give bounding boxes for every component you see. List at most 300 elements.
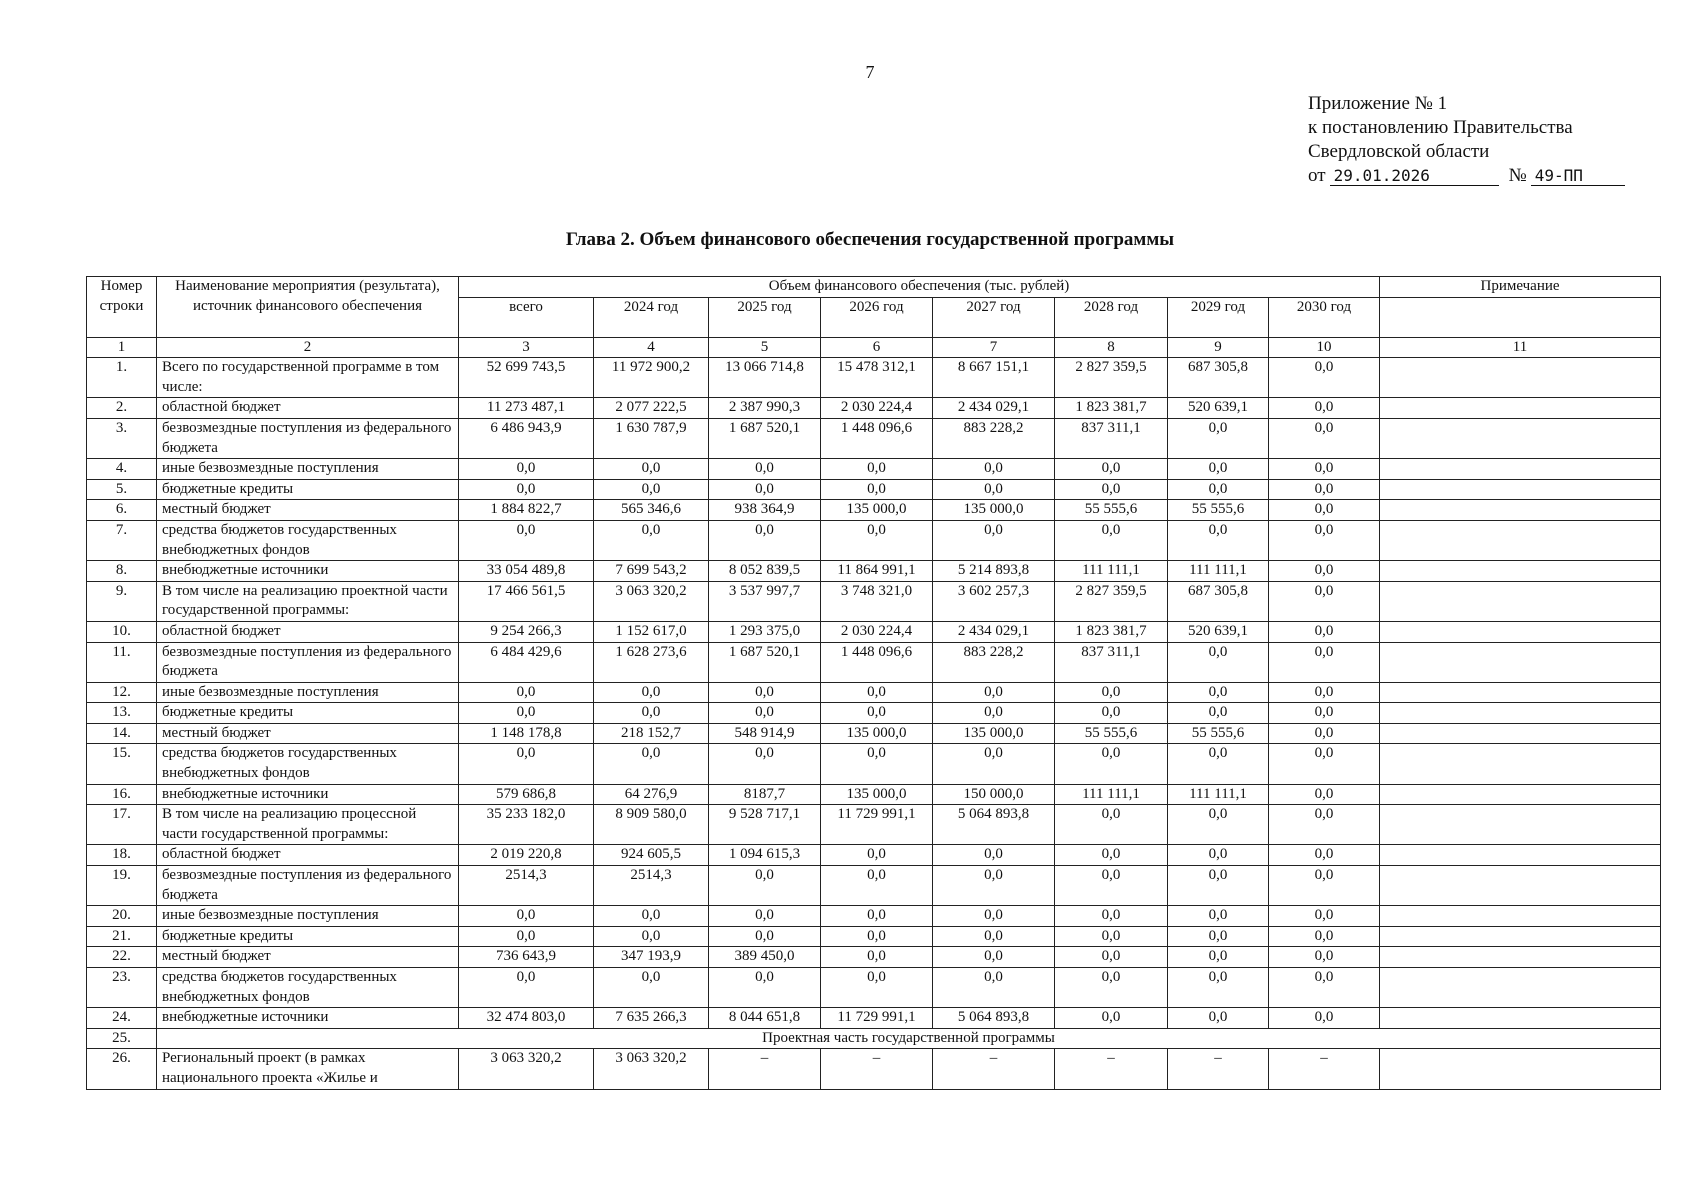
year-value-cell: 2 827 359,5 [1055, 358, 1168, 398]
year-value-cell: 0,0 [1168, 968, 1269, 1008]
row-number-cell: 8. [87, 561, 157, 582]
page-number: 7 [865, 62, 875, 82]
total-value-cell: 0,0 [459, 459, 594, 480]
total-value-cell: 1 148 178,8 [459, 723, 594, 744]
number-prefix: № [1508, 165, 1527, 186]
year-value-cell: 1 628 273,6 [594, 642, 709, 682]
year-value-cell: 0,0 [933, 682, 1055, 703]
year-value-cell: – [1168, 1049, 1269, 1089]
note-cell [1380, 642, 1661, 682]
row-name-cell: бюджетные кредиты [157, 703, 459, 724]
year-value-cell: 2 827 359,5 [1055, 581, 1168, 621]
note-cell [1380, 500, 1661, 521]
row-number-cell: 14. [87, 723, 157, 744]
year-value-cell: 0,0 [1269, 520, 1380, 560]
row-number-cell: 9. [87, 581, 157, 621]
header-volume: Объем финансового обеспечения (тыс. рублей) [459, 277, 1380, 298]
row-name-cell: областной бюджет [157, 398, 459, 419]
year-value-cell: – [1269, 1049, 1380, 1089]
total-value-cell: 33 054 489,8 [459, 561, 594, 582]
row-number-cell: 5. [87, 479, 157, 500]
column-number: 1 [87, 337, 157, 358]
table-row [87, 805, 1661, 845]
year-value-cell: 0,0 [709, 479, 821, 500]
year-value-cell: 150 000,0 [933, 784, 1055, 805]
total-value-cell: 0,0 [459, 744, 594, 784]
row-number-cell: 22. [87, 947, 157, 968]
year-value-cell: 64 276,9 [594, 784, 709, 805]
year-value-cell: 1 293 375,0 [709, 621, 821, 642]
table-row [87, 358, 1661, 398]
total-value-cell: 6 484 429,6 [459, 642, 594, 682]
year-value-cell: 0,0 [821, 682, 933, 703]
year-value-cell: 11 729 991,1 [821, 805, 933, 845]
year-value-cell: 2514,3 [594, 866, 709, 906]
note-cell [1380, 968, 1661, 1008]
year-value-cell: 0,0 [1269, 642, 1380, 682]
year-value-cell: 0,0 [594, 682, 709, 703]
note-cell [1380, 926, 1661, 947]
year-value-cell: 0,0 [594, 479, 709, 500]
year-value-cell: 218 152,7 [594, 723, 709, 744]
decree-number: 49-ПП [1531, 167, 1625, 186]
year-value-cell: 9 528 717,1 [709, 805, 821, 845]
note-cell [1380, 906, 1661, 927]
row-name-cell: внебюджетные источники [157, 561, 459, 582]
row-number-cell: 25. [87, 1028, 157, 1049]
table-row [87, 866, 1661, 906]
year-value-cell: 0,0 [1269, 682, 1380, 703]
note-cell [1380, 621, 1661, 642]
table-row [87, 500, 1661, 521]
year-value-cell: 3 063 320,2 [594, 581, 709, 621]
table-row [87, 968, 1661, 1008]
year-value-cell: 0,0 [1168, 418, 1269, 458]
year-value-cell: 0,0 [821, 520, 933, 560]
year-value-cell: 0,0 [933, 744, 1055, 784]
year-value-cell: 0,0 [709, 866, 821, 906]
row-number-cell: 10. [87, 621, 157, 642]
year-value-cell: 0,0 [1269, 703, 1380, 724]
year-value-cell: 1 687 520,1 [709, 418, 821, 458]
row-name-cell: иные безвозмездные поступления [157, 906, 459, 927]
year-value-cell: 0,0 [1269, 418, 1380, 458]
total-value-cell: 0,0 [459, 926, 594, 947]
header-note-blank [1380, 297, 1661, 337]
section-title-cell: Проектная часть государственной программы [157, 1028, 1661, 1049]
year-value-cell: 0,0 [1269, 926, 1380, 947]
row-name-cell: В том числе на реализацию проектной части государственной программы: [157, 581, 459, 621]
year-value-cell: – [821, 1049, 933, 1089]
note-cell [1380, 682, 1661, 703]
year-value-cell: 2 030 224,4 [821, 398, 933, 419]
year-value-cell: 0,0 [1055, 845, 1168, 866]
section-row [87, 1028, 1661, 1049]
year-value-cell: 0,0 [821, 968, 933, 1008]
column-number: 4 [594, 337, 709, 358]
total-value-cell: 6 486 943,9 [459, 418, 594, 458]
row-name-cell: местный бюджет [157, 947, 459, 968]
table-row [87, 398, 1661, 419]
year-value-cell: 111 111,1 [1055, 561, 1168, 582]
year-value-cell: 0,0 [1269, 723, 1380, 744]
row-name-cell: бюджетные кредиты [157, 479, 459, 500]
year-value-cell: 0,0 [933, 703, 1055, 724]
year-value-cell: 347 193,9 [594, 947, 709, 968]
year-value-cell: 1 448 096,6 [821, 418, 933, 458]
total-value-cell: 9 254 266,3 [459, 621, 594, 642]
year-value-cell: 0,0 [1168, 947, 1269, 968]
row-name-cell: бюджетные кредиты [157, 926, 459, 947]
year-value-cell: 2 030 224,4 [821, 621, 933, 642]
appendix-line-2: к постановлению Правительства [1308, 117, 1573, 138]
year-value-cell: 0,0 [594, 744, 709, 784]
note-cell [1380, 459, 1661, 480]
year-value-cell: 8 044 651,8 [709, 1008, 821, 1029]
column-number-row [87, 337, 1661, 358]
table-row [87, 479, 1661, 500]
row-number-cell: 13. [87, 703, 157, 724]
note-cell [1380, 845, 1661, 866]
year-value-cell: 0,0 [1269, 906, 1380, 927]
year-value-cell: 0,0 [1269, 500, 1380, 521]
year-value-cell: 135 000,0 [821, 500, 933, 521]
note-cell [1380, 479, 1661, 500]
row-number-cell: 11. [87, 642, 157, 682]
total-value-cell: 0,0 [459, 703, 594, 724]
year-value-cell: 0,0 [1168, 703, 1269, 724]
chapter-title: Глава 2. Объем финансового обеспечения государственной программы [565, 229, 1175, 250]
note-cell [1380, 358, 1661, 398]
year-value-cell: 0,0 [1055, 947, 1168, 968]
total-value-cell: 35 233 182,0 [459, 805, 594, 845]
year-value-cell: 111 111,1 [1168, 784, 1269, 805]
year-value-cell: 0,0 [1168, 1008, 1269, 1029]
note-cell [1380, 744, 1661, 784]
row-number-cell: 6. [87, 500, 157, 521]
year-value-cell: 8 667 151,1 [933, 358, 1055, 398]
year-value-cell: 0,0 [709, 703, 821, 724]
column-number: 11 [1380, 337, 1661, 358]
header-year: 2025 год [709, 297, 821, 337]
row-number-cell: 21. [87, 926, 157, 947]
year-value-cell: 0,0 [1168, 906, 1269, 927]
year-value-cell: 0,0 [594, 906, 709, 927]
year-value-cell: 55 555,6 [1168, 723, 1269, 744]
table-row [87, 561, 1661, 582]
row-number-cell: 17. [87, 805, 157, 845]
year-value-cell: 687 305,8 [1168, 358, 1269, 398]
header-row-1 [87, 277, 1661, 298]
row-name-cell: безвозмездные поступления из федерального бюджета [157, 642, 459, 682]
row-number-cell: 24. [87, 1008, 157, 1029]
row-name-cell: областной бюджет [157, 621, 459, 642]
total-value-cell: 0,0 [459, 682, 594, 703]
total-value-cell: 0,0 [459, 479, 594, 500]
year-value-cell: 1 687 520,1 [709, 642, 821, 682]
column-number: 2 [157, 337, 459, 358]
year-value-cell: 0,0 [1055, 703, 1168, 724]
year-value-cell: 0,0 [821, 906, 933, 927]
header-year: 2028 год [1055, 297, 1168, 337]
year-value-cell: 1 448 096,6 [821, 642, 933, 682]
year-value-cell: 0,0 [1269, 621, 1380, 642]
row-number-cell: 4. [87, 459, 157, 480]
year-value-cell: 0,0 [594, 968, 709, 1008]
table-row [87, 581, 1661, 621]
row-number-cell: 3. [87, 418, 157, 458]
year-value-cell: 0,0 [821, 479, 933, 500]
row-number-cell: 26. [87, 1049, 157, 1089]
table-row [87, 1008, 1661, 1029]
row-name-cell: средства бюджетов государственных внебюджетных фондов [157, 520, 459, 560]
year-value-cell: 2 434 029,1 [933, 621, 1055, 642]
table-row [87, 682, 1661, 703]
year-value-cell: 0,0 [709, 459, 821, 480]
year-value-cell: 55 555,6 [1055, 500, 1168, 521]
year-value-cell: 135 000,0 [933, 723, 1055, 744]
table-row [87, 906, 1661, 927]
row-number-cell: 19. [87, 866, 157, 906]
table-body [87, 358, 1661, 1089]
year-value-cell: 135 000,0 [821, 784, 933, 805]
year-value-cell: 687 305,8 [1168, 581, 1269, 621]
year-value-cell: 55 555,6 [1168, 500, 1269, 521]
year-value-cell: 11 972 900,2 [594, 358, 709, 398]
year-value-cell: 13 066 714,8 [709, 358, 821, 398]
row-number-cell: 15. [87, 744, 157, 784]
year-value-cell: 8 052 839,5 [709, 561, 821, 582]
date-prefix: от [1308, 165, 1326, 186]
column-number: 3 [459, 337, 594, 358]
year-value-cell: 0,0 [1269, 805, 1380, 845]
year-value-cell: 0,0 [1055, 926, 1168, 947]
year-value-cell: 0,0 [933, 479, 1055, 500]
note-cell [1380, 1049, 1661, 1089]
row-name-cell: средства бюджетов государственных внебюджетных фондов [157, 968, 459, 1008]
total-value-cell: 3 063 320,2 [459, 1049, 594, 1089]
year-value-cell: 135 000,0 [821, 723, 933, 744]
column-number: 8 [1055, 337, 1168, 358]
year-value-cell: 0,0 [1168, 845, 1269, 866]
row-number-cell: 16. [87, 784, 157, 805]
appendix-line-1: Приложение № 1 [1308, 93, 1448, 114]
table-row [87, 784, 1661, 805]
year-value-cell: 0,0 [594, 520, 709, 560]
header-name: Наименование мероприятия (результата), источник финансового обеспечения [157, 277, 459, 338]
year-value-cell: 2 434 029,1 [933, 398, 1055, 419]
year-value-cell: 3 063 320,2 [594, 1049, 709, 1089]
header-note: Примечание [1380, 277, 1661, 298]
total-value-cell: 17 466 561,5 [459, 581, 594, 621]
year-value-cell: 0,0 [1055, 906, 1168, 927]
year-value-cell: 5 064 893,8 [933, 1008, 1055, 1029]
total-value-cell: 2514,3 [459, 866, 594, 906]
year-value-cell: 0,0 [821, 845, 933, 866]
year-value-cell: 0,0 [1269, 744, 1380, 784]
year-value-cell: 0,0 [933, 968, 1055, 1008]
year-value-cell: 0,0 [1055, 459, 1168, 480]
note-cell [1380, 784, 1661, 805]
year-value-cell: 3 537 997,7 [709, 581, 821, 621]
total-value-cell: 0,0 [459, 520, 594, 560]
row-name-cell: В том числе на реализацию процессной части государственной программы: [157, 805, 459, 845]
year-value-cell: 1 094 615,3 [709, 845, 821, 866]
year-value-cell: 924 605,5 [594, 845, 709, 866]
year-value-cell: – [1055, 1049, 1168, 1089]
year-value-cell: 520 639,1 [1168, 398, 1269, 419]
table-row [87, 744, 1661, 784]
table-row [87, 845, 1661, 866]
year-value-cell: 0,0 [1168, 805, 1269, 845]
year-value-cell: 548 914,9 [709, 723, 821, 744]
year-value-cell: 0,0 [933, 906, 1055, 927]
year-value-cell: 0,0 [1055, 479, 1168, 500]
year-value-cell: 1 823 381,7 [1055, 398, 1168, 419]
note-cell [1380, 581, 1661, 621]
year-value-cell: 938 364,9 [709, 500, 821, 521]
row-number-cell: 1. [87, 358, 157, 398]
year-value-cell: 0,0 [1168, 520, 1269, 560]
year-value-cell: 2 387 990,3 [709, 398, 821, 419]
year-value-cell: 135 000,0 [933, 500, 1055, 521]
year-value-cell: 7 635 266,3 [594, 1008, 709, 1029]
table-row [87, 1049, 1661, 1089]
total-value-cell: 0,0 [459, 906, 594, 927]
year-value-cell: 0,0 [821, 926, 933, 947]
year-value-cell: 0,0 [1168, 642, 1269, 682]
year-value-cell: 0,0 [933, 520, 1055, 560]
year-value-cell: 0,0 [709, 968, 821, 1008]
year-value-cell: 389 450,0 [709, 947, 821, 968]
year-value-cell: 0,0 [1168, 682, 1269, 703]
year-value-cell: 0,0 [1269, 581, 1380, 621]
year-value-cell: 0,0 [1269, 866, 1380, 906]
year-value-cell: 565 346,6 [594, 500, 709, 521]
row-number-cell: 18. [87, 845, 157, 866]
year-value-cell: 0,0 [1055, 1008, 1168, 1029]
total-value-cell: 579 686,8 [459, 784, 594, 805]
year-value-cell: 0,0 [1269, 968, 1380, 1008]
year-value-cell: 0,0 [1269, 358, 1380, 398]
row-name-cell: безвозмездные поступления из федерального бюджета [157, 866, 459, 906]
year-value-cell: 0,0 [594, 926, 709, 947]
year-value-cell: 0,0 [933, 947, 1055, 968]
appendix-block [1308, 92, 1625, 188]
header-row-number: Номер строки [87, 277, 157, 338]
total-value-cell: 736 643,9 [459, 947, 594, 968]
year-value-cell: 0,0 [933, 866, 1055, 906]
row-name-cell: местный бюджет [157, 723, 459, 744]
year-value-cell: 0,0 [933, 459, 1055, 480]
total-value-cell: 2 019 220,8 [459, 845, 594, 866]
decree-date: 29.01.2026 [1330, 167, 1499, 186]
header-year: 2029 год [1168, 297, 1269, 337]
year-value-cell: 0,0 [709, 520, 821, 560]
year-value-cell: 11 864 991,1 [821, 561, 933, 582]
year-value-cell: 0,0 [933, 845, 1055, 866]
year-value-cell: 883 228,2 [933, 642, 1055, 682]
year-value-cell: 0,0 [821, 947, 933, 968]
note-cell [1380, 398, 1661, 419]
year-value-cell: 0,0 [1168, 926, 1269, 947]
row-name-cell: иные безвозмездные поступления [157, 682, 459, 703]
year-value-cell: 0,0 [1168, 459, 1269, 480]
year-value-cell: 0,0 [1269, 947, 1380, 968]
note-cell [1380, 418, 1661, 458]
appendix-line-3: Свердловской области [1308, 141, 1490, 162]
header-year: 2024 год [594, 297, 709, 337]
row-number-cell: 2. [87, 398, 157, 419]
year-value-cell: 0,0 [709, 906, 821, 927]
year-value-cell: 0,0 [1168, 479, 1269, 500]
row-name-cell: иные безвозмездные поступления [157, 459, 459, 480]
year-value-cell: 0,0 [709, 926, 821, 947]
year-value-cell: 0,0 [821, 703, 933, 724]
year-value-cell: – [709, 1049, 821, 1089]
note-cell [1380, 703, 1661, 724]
header-total: всего [459, 297, 594, 337]
row-name-cell: местный бюджет [157, 500, 459, 521]
table-row [87, 621, 1661, 642]
year-value-cell: 1 823 381,7 [1055, 621, 1168, 642]
year-value-cell: 1 630 787,9 [594, 418, 709, 458]
note-cell [1380, 1008, 1661, 1029]
total-value-cell: 0,0 [459, 968, 594, 1008]
appendix-date-line [1308, 164, 1625, 188]
year-value-cell: 0,0 [821, 459, 933, 480]
year-value-cell: 0,0 [1269, 398, 1380, 419]
year-value-cell: 5 214 893,8 [933, 561, 1055, 582]
row-name-cell: внебюджетные источники [157, 784, 459, 805]
year-value-cell: 5 064 893,8 [933, 805, 1055, 845]
table-row [87, 459, 1661, 480]
year-value-cell: 0,0 [1269, 1008, 1380, 1029]
table-row [87, 703, 1661, 724]
year-value-cell: 0,0 [1055, 520, 1168, 560]
year-value-cell: 0,0 [709, 682, 821, 703]
year-value-cell: 0,0 [1168, 866, 1269, 906]
year-value-cell: 0,0 [709, 744, 821, 784]
financing-table [86, 276, 1661, 1090]
row-number-cell: 20. [87, 906, 157, 927]
year-value-cell: 0,0 [1055, 968, 1168, 1008]
column-number: 5 [709, 337, 821, 358]
year-value-cell: 0,0 [933, 926, 1055, 947]
table-row [87, 926, 1661, 947]
year-value-cell: 0,0 [594, 703, 709, 724]
table-row [87, 947, 1661, 968]
year-value-cell: 837 311,1 [1055, 642, 1168, 682]
row-number-cell: 23. [87, 968, 157, 1008]
year-value-cell: 0,0 [1055, 805, 1168, 845]
row-name-cell: областной бюджет [157, 845, 459, 866]
header-year: 2026 год [821, 297, 933, 337]
year-value-cell: 55 555,6 [1055, 723, 1168, 744]
year-value-cell: 15 478 312,1 [821, 358, 933, 398]
total-value-cell: 52 699 743,5 [459, 358, 594, 398]
year-value-cell: 883 228,2 [933, 418, 1055, 458]
year-value-cell: 0,0 [1269, 479, 1380, 500]
year-value-cell: 111 111,1 [1055, 784, 1168, 805]
row-number-cell: 12. [87, 682, 157, 703]
year-value-cell: 1 152 617,0 [594, 621, 709, 642]
row-name-cell: безвозмездные поступления из федерального бюджета [157, 418, 459, 458]
table-row [87, 418, 1661, 458]
note-cell [1380, 866, 1661, 906]
year-value-cell: 0,0 [821, 744, 933, 784]
year-value-cell: 0,0 [1055, 744, 1168, 784]
